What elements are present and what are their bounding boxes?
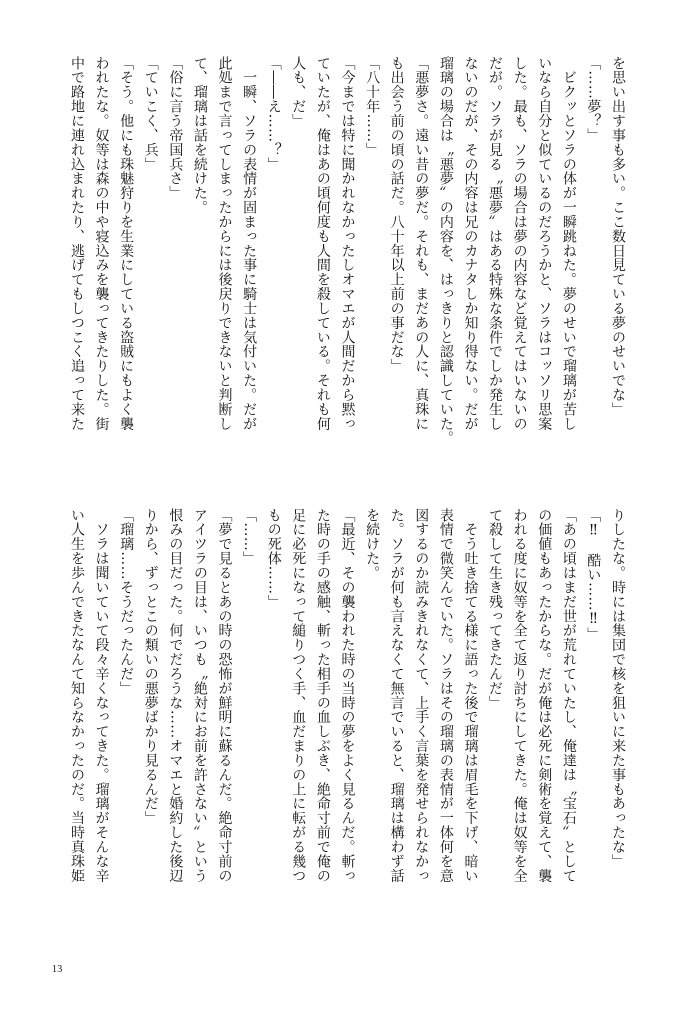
text-line: 「そう。他にも珠魅狩りを生業にしている盗賊にもよく襲 [118, 56, 135, 431]
text-line: りから、ずっとこの類いの悪夢ばかり見るんだ」 [142, 508, 159, 826]
text-block-lower [42, 508, 630, 933]
text-line: 人も、だ」 [290, 56, 307, 129]
text-line: 「悪夢さ。遠い昔の夢だ。それも、まだあの人に、真珠に [413, 56, 430, 431]
text-line: 「あの頃はまだ世が荒れていたし、俺達は〝宝石〟として [560, 508, 577, 883]
text-line: 此処まで言ってしまったからには後戻りできないと判断し [216, 56, 233, 431]
text-line: りしたな。時には集団で核を狙いに来た事もあったな」 [610, 508, 626, 869]
text-line: て、瑠璃は話を続けた。 [191, 56, 208, 215]
text-line: た時の手の感触、斬った相手の血しぶき、絶命寸前で俺の [314, 508, 331, 883]
text-line: を思い出す事も多い。ここ数日見ている夢のせいでな」 [610, 56, 626, 417]
text-line: 「ていこく、兵」 [142, 56, 159, 172]
text-line: 足に必死になって縋りつく手、血だまりの上に転がる幾つ [290, 508, 307, 883]
text-line: ていたが、俺はあの頃何度も人間を殺している。それも何 [314, 56, 331, 431]
text-line: 瑠璃の場合は〝悪夢〟の内容を、はっきりと認識していた。 [437, 56, 454, 446]
text-line: 一瞬、ソラの表情が固まった事に騎士は気付いた。だが [241, 56, 258, 431]
text-line: 「八十年……」 [364, 56, 381, 157]
text-line: い人生を歩んできたなんて知らなかったのだ。当時真珠姫 [68, 508, 85, 883]
text-line: 「最近、その襲われた時の当時の夢をよく見るんだ。斬っ [339, 508, 356, 883]
text-line: われたな。奴等は森の中や寝込みを襲ってきたりした。街 [93, 56, 110, 431]
text-line: 「今までは特に聞かれなかったしオマエが人間だから黙っ [339, 56, 356, 431]
text-line: 「……」 [241, 508, 258, 566]
text-line: も出会う前の頃の話だ。八十年以上前の事だな」 [388, 56, 405, 374]
text-line: われる度に奴等を全て返り討ちにしてきた。俺は奴等を全 [511, 508, 528, 883]
page-number: 13 [52, 964, 63, 975]
text-line: 「俗に言う帝国兵さ」 [167, 56, 184, 201]
text-line: ソラは聞いていて段々辛くなってきた。瑠璃がそんな辛 [93, 508, 110, 883]
text-line: だが。ソラが見る〝悪夢〟はある特殊な条件でしか発生し [487, 56, 504, 431]
text-line: 「……夢？」 [585, 56, 602, 143]
text-line: を続けた。 [364, 508, 381, 581]
text-line: ビクッとソラの体が一瞬跳ねた。夢のせいで瑠璃が苦し [560, 56, 577, 431]
text-line: 「夢で見るとあの時の恐怖が鮮明に蘇るんだ。絶命寸前の [216, 508, 233, 883]
text-line: アイツラの目は、いつも〝絶対にお前を許さない〟という [191, 508, 208, 883]
text-line: 「――え……？」 [265, 56, 282, 172]
text-line: もの死体……」 [265, 508, 282, 609]
text-line: いなら自分と似ているのだろうかと、ソラはコッソリ思案 [536, 56, 553, 431]
text-line: 「‼ 酷い……‼」 [585, 508, 602, 642]
text-line: 中で路地に連れ込まれたり、逃げてもしつこく追って来た [68, 56, 85, 431]
text-line: 図するのか読みきれなくて、上手く言葉を発せられなかっ [413, 508, 430, 883]
text-block-upper [42, 56, 630, 484]
text-line: 表情で微笑んでいた。ソラはその瑠璃の表情が一体何を意 [437, 508, 454, 883]
text-line: 「瑠璃……そうだったんだ」 [118, 508, 135, 696]
text-line: た。ソラが何も言えなくて無言でいると、瑠璃は構わず話 [388, 508, 405, 883]
text-line: 恨みの目だった。何でだろうな……オマエと婚約した後辺 [167, 508, 184, 883]
text-line: した。最も、ソラの場合は夢の内容など覚えてはいないの [511, 56, 528, 431]
text-line: て殺して生き残ってきたんだ」 [487, 508, 504, 710]
text-line: ないのだが、その内容は兄のカナタしか知り得ない。だが [462, 56, 479, 431]
text-line: の価値もあったからな。だが俺は必死に剣術を覚えて、襲 [536, 508, 553, 883]
text-line: そう吐き捨てる様に語った後で瑠璃は眉毛を下げ、暗い [462, 508, 479, 883]
